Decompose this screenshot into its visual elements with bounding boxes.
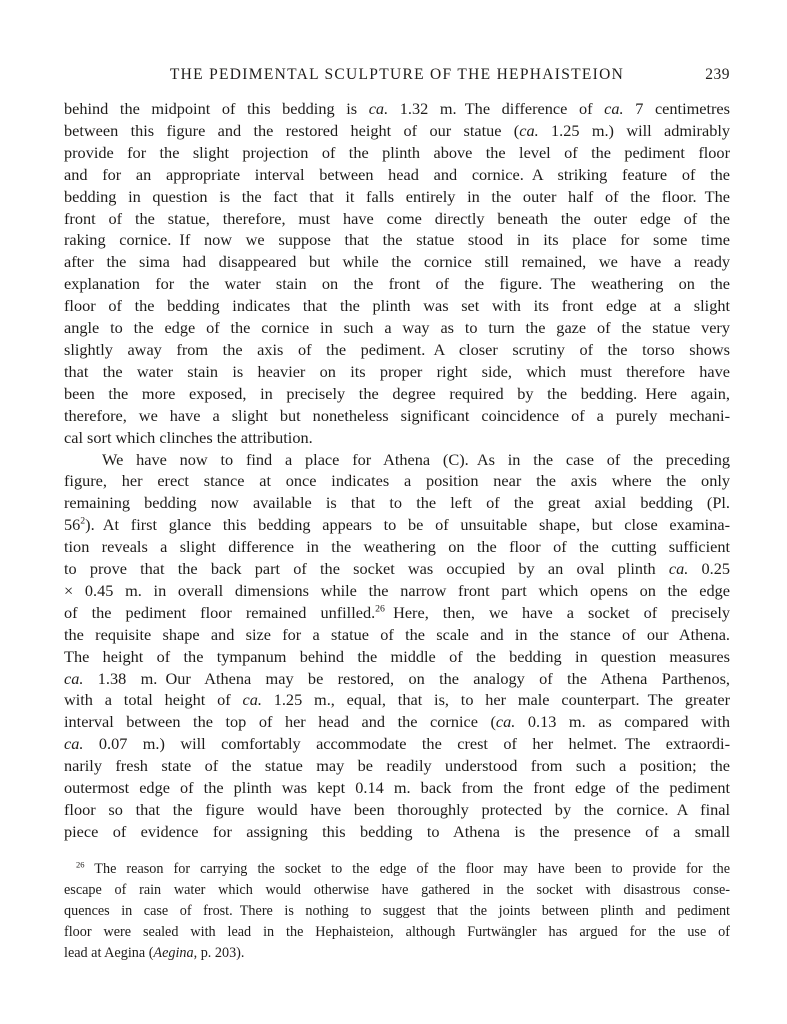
page-title: THE PEDIMENTAL SCULPTURE OF THE HEPHAISTEION (169, 66, 625, 83)
text-line: floor so that the figure would have been thoroughly protected by the cornice. A final (64, 800, 730, 819)
text-line: tion reveals a slight difference in the weathering on the floor of the cutting sufficient (64, 537, 730, 557)
text-line: quences in case of frost. There is nothing to suggest that the joints between plinth and pediment (64, 902, 730, 919)
paragraph-1 (64, 98, 730, 449)
text-line: escape of rain water which would otherwise have gathered in the socket with disastrous conse- (64, 881, 730, 898)
text-line: × 0.45 m. in overall dimensions while the narrow front part which opens on the edge (64, 580, 730, 600)
text-line: the requisite shape and size for a statue of the scale and in the stance of our Athena. (64, 624, 730, 644)
text-line: to prove that the back part of the socket was occupied by an oval plinth ca. 0.25 (64, 559, 731, 579)
page-number: 239 (705, 66, 730, 83)
text-line: figure, her erect stance at once indicates a position near the axis where the only (64, 471, 730, 491)
text-line: piece of evidence for assigning this bedding to Athena is the presence of a small (64, 821, 730, 841)
text-line: The height of the tympanum behind the middle of the bedding in question measures (64, 646, 730, 666)
text-line: slightly away from the axis of the pediment. A closer scrutiny of the torso shows (64, 339, 730, 359)
text-line: remaining bedding now available is that to the left of the great axial bedding (Pl. (64, 493, 730, 513)
text-line: narily fresh state of the statue may be readily understood from such a position; the (64, 756, 730, 776)
text-line: after the sima had disappeared but while the cornice still remained, we have a ready (64, 252, 730, 272)
text-line: floor of the bedding indicates that the plinth was set with its front edge at a slight (64, 296, 730, 316)
text-line: cal sort which clinches the attribution. (64, 427, 313, 447)
text-line: angle to the edge of the cornice in such a way as to turn the gaze of the statue very (64, 318, 730, 338)
text-line: provide for the slight projection of the plinth above the level of the pediment floor (64, 142, 730, 162)
text-line: therefore, we have a slight but nonetheless significant coincidence of a purely mechani- (64, 405, 730, 425)
paragraph-2 (64, 449, 730, 843)
text-line: floor were sealed with lead in the Hephaisteion, although Furtwängler has argued for the use of (64, 923, 730, 940)
running-head (64, 66, 730, 84)
text-line: and for an appropriate interval between head and cornice. A striking feature of the (64, 164, 730, 184)
text-line: bedding in question is the fact that it falls entirely in the outer half of the floor. The (64, 186, 730, 206)
text-line: $^{26}$ The reason for carrying the socket to the edge of the floor may have been to provide for the (76, 859, 730, 877)
text-line: We have now to find a place for Athena (C). As in the case of the preceding (102, 449, 730, 469)
text-line: explanation for the water stain on the front of the figure. The weathering on the (64, 274, 730, 294)
text-line: been the more exposed, in precisely the degree required by the bedding. Here again, (64, 383, 730, 403)
text-line: lead at Aegina (Aegina, p. 203). (64, 944, 245, 961)
text-line: raking cornice. If now we suppose that the statue stood in its place for some time (64, 230, 730, 250)
text-line: ca. 1.38 m. Our Athena may be restored, on the analogy of the Athena Parthenos, (64, 668, 730, 688)
text-line: front of the statue, therefore, must have come directly beneath the outer edge of the (64, 208, 730, 228)
text-line: that the water stain is heavier on its proper right side, which must therefore have (64, 361, 730, 381)
text-line: of the pediment floor remained unfilled.$^{26}$ Here, then, we have a socket of precisely (64, 602, 730, 622)
text-line: outermost edge of the plinth was kept 0.14 m. back from the front edge of the pediment (64, 778, 730, 798)
text-line: $56^2$). At first glance this bedding appears to be of unsuitable shape, but close examina- (64, 515, 730, 535)
text-line: between this figure and the restored height of our statue (ca. 1.25 m.) will admirably (64, 120, 730, 140)
body-text (64, 98, 730, 843)
text-line: behind the midpoint of this bedding is ca. 1.32 m. The difference of ca. 7 centimetres (64, 99, 730, 118)
text-line: ca. 0.07 m.) will comfortably accommodate the crest of her helmet. The extraordi- (64, 734, 730, 754)
text-line: with a total height of ca. 1.25 m., equal, that is, to her male counterpart. The greater (64, 690, 731, 710)
text-line: interval between the top of her head and the cornice (ca. 0.13 m. as compared with (64, 712, 730, 732)
footnote-26 (64, 859, 730, 964)
